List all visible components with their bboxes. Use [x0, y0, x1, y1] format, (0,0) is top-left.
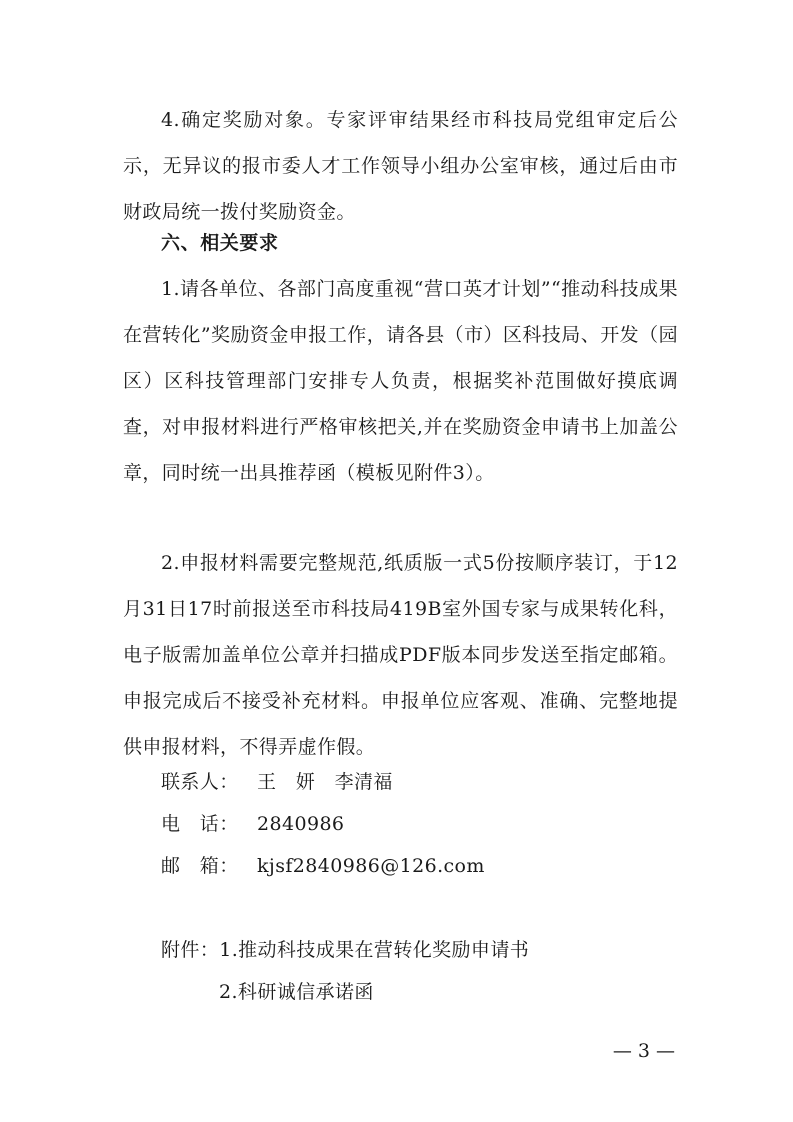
contact-email-label: 邮 箱：	[161, 855, 239, 877]
page-number: — 3 —	[612, 1040, 675, 1062]
contact-email-row	[161, 846, 485, 886]
section-heading-requirements: 六、相关要求	[161, 232, 279, 254]
contact-person-value: 王 妍 李清福	[257, 771, 393, 793]
requirement-paragraph-1: 1.请各单位、各部门高度重视“营口英才计划”“推动科技成果在营转化”奖励资金申报工作，请各县（市）区科技局、开发（园区）区科技管理部门安排专人负责，根据奖补范围做好摸底调查，对申报材料进行严格审核把关,并在奖励资金申请书上加盖公章，同时统一出具推荐函（模板见附件3）。	[123, 278, 678, 484]
contact-person-row	[161, 762, 393, 802]
contact-phone-label: 电 话：	[161, 813, 239, 835]
contact-phone-row	[161, 804, 344, 844]
contact-person-label: 联系人：	[161, 771, 239, 793]
paragraph-4-determine-award: 4.确定奖励对象。专家评审结果经市科技局党组审定后公示，无异议的报市委人才工作领导小组办公室审核，通过后由市财政局统一拨付奖励资金。	[123, 109, 678, 223]
attachment-item-1: 1.推动科技成果在营转化奖励申请书	[219, 939, 530, 961]
attachment-row-1	[161, 930, 529, 970]
attachments-label: 附件：	[161, 939, 220, 961]
contact-phone-value: 2840986	[257, 813, 345, 835]
attachment-item-2: 2.科研诚信承诺函	[219, 981, 374, 1003]
contact-email-value: kjsf2840986@126.com	[257, 855, 485, 877]
requirement-paragraph-2: 2.申报材料需要完整规范,纸质版一式5份按顺序装订，于12月31日17时前报送至市科技局419B室外国专家与成果转化科，电子版需加盖单位公章并扫描成PDF版本同步发送至指定邮箱。申报完成后不接受补充材料。申报单位应客观、准确、完整地提供申报材料，不得弄虚作假。	[123, 552, 678, 758]
